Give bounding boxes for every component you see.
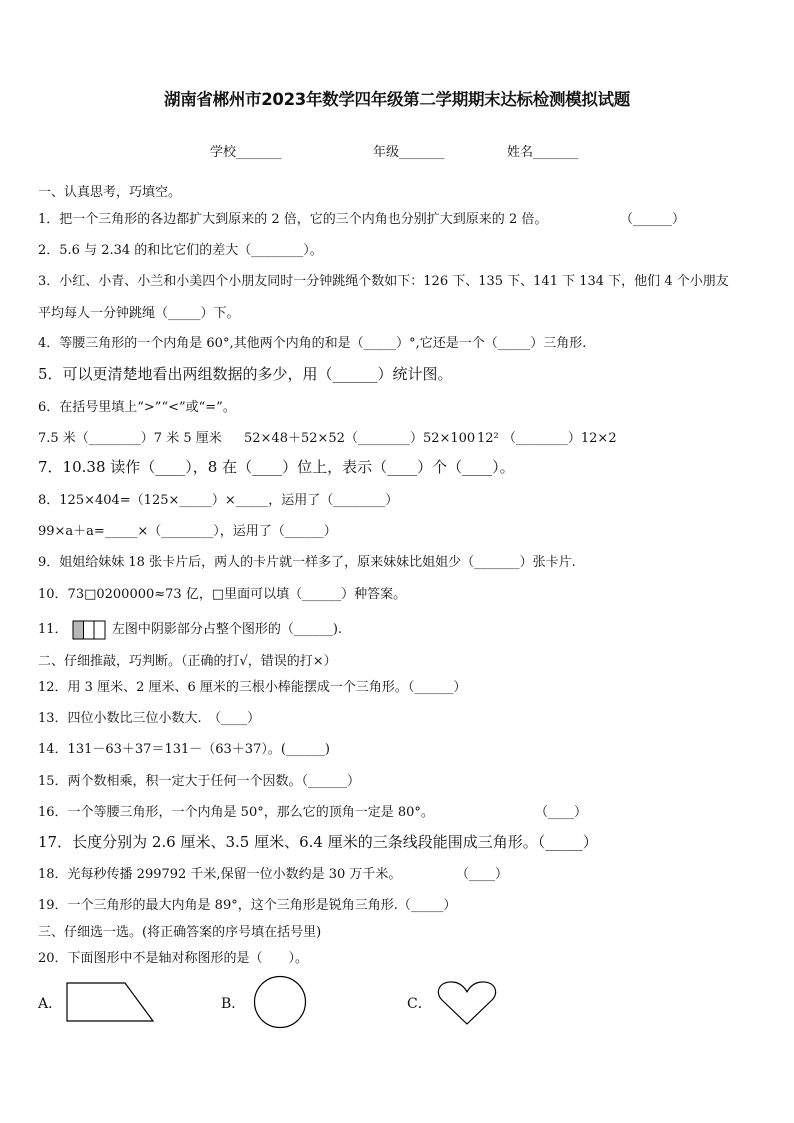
question-11 (38, 618, 764, 640)
school-field: 学校_______ (210, 145, 282, 160)
question-1-text: 1．把一个三角形的各边都扩大到原来的 2 倍，它的三个内角也分别扩大到原来的 2 倍。 (38, 212, 548, 227)
question-9: 9．姐姐给妹妹 18 张卡片后，两人的卡片就一样多了，原来妹妹比姐姐少（_______）张卡片. (38, 555, 576, 570)
question-5: 5．可以更清楚地看出两组数据的多少，用（______）统计图。 (38, 365, 453, 383)
circle-figure (252, 974, 308, 1030)
question-4: 4．等腰三角形的一个内角是 60°,其他两个内角的和是（_____）°,它还是一个（_____）三角形. (38, 336, 587, 351)
question-6-item-a: 7.5 米（________）7 米 5 厘米 (38, 431, 222, 446)
question-19: 19．一个三角形的最大内角是 89°，这个三角形是锐角三角形.（_____） (38, 898, 457, 913)
question-18-answer-blank: （____） (456, 867, 509, 882)
question-10: 10．73□0200000≈73 亿，□里面可以填（______）种答案。 (38, 587, 407, 602)
question-16 (38, 801, 764, 820)
question-18-text: 18．光每秒传播 299792 千米,保留一位小数约是 30 万千米。 (38, 867, 402, 882)
question-1 (38, 208, 764, 227)
section-3-heading: 三、仔细选一选。(将正确答案的序号填在括号里) (38, 925, 322, 940)
question-17: 17．长度分别为 2.6 厘米、3.5 厘米、6.4 厘米的三条线段能围成三角形。（_____） (38, 833, 598, 851)
trapezoid-figure (64, 980, 156, 1024)
question-16-answer-blank: （____） (535, 805, 588, 820)
question-14: 14．131－63＋37＝131－（63＋37）。(______) (38, 742, 330, 757)
question-6: 6．在括号里填上“>”“<”或“=”。 (38, 400, 236, 415)
grade-field: 年级_______ (373, 145, 445, 160)
question-3-line-2: 平均每人一分钟跳绳（_____）下。 (38, 306, 240, 321)
question-13: 13．四位小数比三位小数大. （____） (38, 711, 261, 726)
question-8-line-2: 99×a＋a=_____×（________），运用了（______） (38, 524, 337, 539)
question-6-items (38, 427, 764, 446)
question-2: 2．5.6 与 2.34 的和比它们的差大（________）。 (38, 243, 323, 258)
question-15: 15．两个数相乘，积一定大于任何一个因数。（______） (38, 774, 361, 789)
question-6-item-c: 12² （________）12×2 (477, 431, 617, 446)
option-b-label: B． (221, 996, 246, 1012)
question-11-text: 左图中阴影部分占整个图形的（______). (111, 622, 343, 637)
question-8-line-1: 8．125×404=（125×_____）×_____，运用了（________） (38, 493, 399, 508)
question-11-number: 11． (38, 622, 68, 637)
page-title: 湖南省郴州市2023年数学四年级第二学期期末达标检测模拟试题 (164, 90, 630, 109)
question-18 (38, 863, 764, 882)
option-a-label: A． (38, 996, 63, 1012)
question-3-line-1: 3．小红、小青、小兰和小美四个小朋友同时一分钟跳绳个数如下：126 下、135 下、141 下 134 下，他们 4 个小朋友 (38, 274, 729, 289)
question-7: 7．10.38 读作（____），8 在（____）位上，表示（____）个（____）。 (38, 458, 515, 476)
option-c-label: C． (407, 996, 432, 1012)
name-field: 姓名_______ (507, 145, 579, 160)
section-1-heading: 一、认真思考，巧填空。 (38, 185, 182, 200)
section-2-heading: 二、仔细推敲，巧判断。（正确的打√，错误的打×） (38, 654, 337, 669)
question-20: 20．下面图形中不是轴对称图形的是（ ）。 (38, 951, 309, 966)
question-16-text: 16．一个等腰三角形，一个内角是 50°，那么它的顶角一定是 80°。 (38, 805, 434, 820)
heart-figure (436, 979, 498, 1027)
question-12: 12．用 3 厘米、2 厘米、6 厘米的三根小棒能摆成一个三角形。（______） (38, 680, 467, 695)
question-1-answer-blank: （______） (620, 212, 686, 227)
question-6-item-b: 52×48＋52×52（________）52×100 (244, 431, 476, 446)
shaded-rectangle-figure (72, 620, 106, 640)
